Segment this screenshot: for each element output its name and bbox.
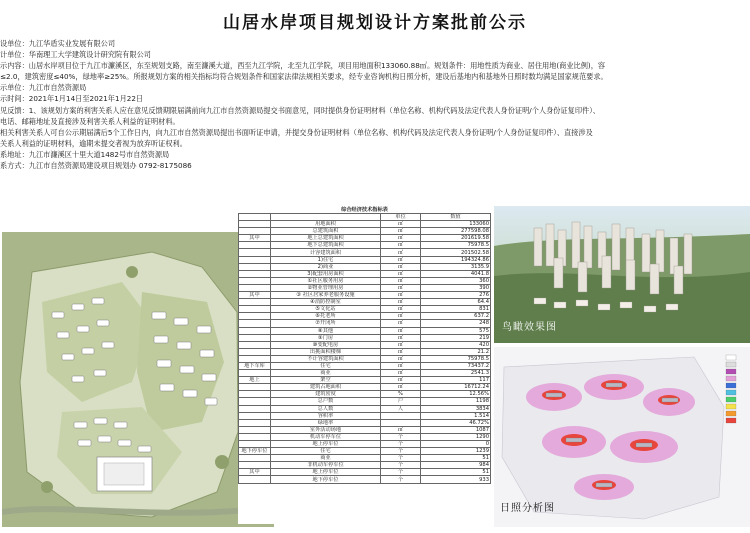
table-row	[239, 270, 491, 277]
unit-cell: ㎡	[381, 256, 421, 263]
info-line: 设单位：九江华盾实业发展有限公司	[0, 39, 116, 48]
unit-cell: 个	[381, 448, 421, 455]
table-row	[239, 433, 491, 440]
row-group-cell	[239, 306, 271, 313]
row-label-cell: 地下停车位	[271, 476, 381, 483]
unit-cell: 人	[381, 405, 421, 412]
table-row	[239, 221, 491, 228]
row-group-cell	[239, 320, 271, 327]
info-line: 计单位：华南理工大学建筑设计研究院有限公司	[0, 50, 151, 60]
site-plan-image	[2, 232, 274, 527]
value-cell: 75978.5	[421, 355, 491, 362]
unit-cell: ㎡	[381, 334, 421, 341]
row-group-cell	[239, 462, 271, 469]
header-cell: 单位	[381, 214, 421, 221]
table-body	[239, 221, 491, 483]
row-label-cell: 地上停车位	[271, 469, 381, 476]
unit-cell: 个	[381, 441, 421, 448]
value-cell: 1239	[421, 448, 491, 455]
info-line: 相关利害关系人可自公示期届满后5个工作日内，向九江市自然资源局提出书面听证申请，并提交身份证明材料（单位名称、机构代码及法定代表人身份证明/个人身份证复印件）、直接涉及	[0, 127, 593, 137]
table-row	[239, 327, 491, 334]
row-group-cell	[239, 384, 271, 391]
row-label-cell: ③ 社区居家养老服务设施	[271, 292, 381, 299]
row-group-cell	[239, 370, 271, 377]
row-label-cell: 商业	[271, 370, 381, 377]
value-cell: 276	[421, 292, 491, 299]
table-row	[239, 228, 491, 235]
row-label-cell: 出挑面积楼梯	[271, 348, 381, 355]
row-group-cell	[239, 228, 271, 235]
row-group-cell	[239, 348, 271, 355]
unit-cell	[381, 412, 421, 419]
row-group-cell	[239, 263, 271, 270]
row-label-cell: 绿地率	[271, 419, 381, 426]
table-row	[239, 355, 491, 362]
info-line: ≤2.0，建筑密度≤40%，绿地率≥25%。所报规划方案的相关指标均符合规划条件和国家法律法规相关要求，经专业咨询机构日照分析，建设后基地内和基地外日照时数均满足国家规范要求。	[0, 72, 608, 82]
row-group-cell	[239, 405, 271, 412]
info-line: 示时间：2021年1月14日至2021年1月22日	[0, 94, 144, 104]
row-label-cell: 地下总建筑面积	[271, 242, 381, 249]
row-label-cell: 总建筑面积	[271, 228, 381, 235]
row-group-cell	[239, 270, 271, 277]
unit-cell: ㎡	[381, 284, 421, 291]
value-cell: 73437.2	[421, 362, 491, 369]
row-label-cell: 总人数	[271, 405, 381, 412]
table-row	[239, 377, 491, 384]
row-label-cell: 地上总建筑面积	[271, 235, 381, 242]
value-cell: 51	[421, 455, 491, 462]
value-cell: 133060	[421, 221, 491, 228]
value-cell: 575	[421, 327, 491, 334]
table-row	[239, 263, 491, 270]
row-label-cell: ⑧其他	[271, 327, 381, 334]
row-label-cell: 室外活动场地	[271, 426, 381, 433]
row-group-cell	[239, 242, 271, 249]
info-line: 见反馈：1、该规划方案的利害关系人应在意见反馈期限届满前向九江市自然资源局提交书面意见，同时提供身份证明材料（单位名称、机构代码及法定代表人身份证明/个人身份证复印件）、	[0, 105, 600, 115]
row-label-cell: ④消防控制室	[271, 299, 381, 306]
value-cell: 420	[421, 341, 491, 348]
sunlight-label: 日照分析图	[500, 503, 555, 514]
site-plan-drawing	[2, 232, 274, 527]
row-label-cell: 地上停车位	[271, 441, 381, 448]
value-cell: 277598.08	[421, 228, 491, 235]
row-label-cell: 商业	[271, 455, 381, 462]
table-row	[239, 249, 491, 256]
unit-cell: ㎡	[381, 362, 421, 369]
row-label-cell: 1)住宅	[271, 256, 381, 263]
value-cell: 360	[421, 277, 491, 284]
value-cell: 1198	[421, 398, 491, 405]
sunlight-analysis-image	[494, 347, 750, 527]
unit-cell: ㎡	[381, 235, 421, 242]
table-row	[239, 292, 491, 299]
table-row	[239, 384, 491, 391]
table-row	[239, 299, 491, 306]
table-row	[239, 334, 491, 341]
table-header-row	[239, 214, 491, 221]
table-row	[239, 235, 491, 242]
value-cell: 637.2	[421, 313, 491, 320]
value-cell: 984	[421, 462, 491, 469]
unit-cell: ㎡	[381, 426, 421, 433]
unit-cell: 个	[381, 433, 421, 440]
unit-cell: %	[381, 391, 421, 398]
info-line: 系地址：九江市濂溪区十里大道1482号市自然资源局	[0, 149, 170, 159]
unit-cell: ㎡	[381, 263, 421, 270]
unit-cell: 个	[381, 469, 421, 476]
value-cell: 0	[421, 441, 491, 448]
unit-cell: ㎡	[381, 270, 421, 277]
value-cell: 3135.9	[421, 263, 491, 270]
row-label-cell: 住宅	[271, 362, 381, 369]
aerial-label: 鸟瞰效果图	[502, 322, 557, 333]
table-row	[239, 426, 491, 433]
unit-cell	[381, 419, 421, 426]
unit-cell: ㎡	[381, 377, 421, 384]
unit-cell: ㎡	[381, 221, 421, 228]
row-group-cell	[239, 433, 271, 440]
value-cell: 201502.58	[421, 249, 491, 256]
unit-cell: ㎡	[381, 370, 421, 377]
row-label-cell: ⑨门房	[271, 334, 381, 341]
table-row	[239, 469, 491, 476]
value-cell: 4041.8	[421, 270, 491, 277]
row-group-cell	[239, 299, 271, 306]
unit-cell: ㎡	[381, 327, 421, 334]
info-line: 示内容：山居水岸项目位于九江市濂溪区，东至规划支路，南至濂溪大道，西至九江学院，北至九江学院，项目用地面积133060.88㎡。规划条件：用地性质为商业、居住用地(商业比例)，容	[0, 61, 606, 71]
notice-text	[0, 38, 750, 171]
value-cell: 248	[421, 320, 491, 327]
table-row	[239, 320, 491, 327]
table-row	[239, 405, 491, 412]
table-row	[239, 313, 491, 320]
table-row	[239, 362, 491, 369]
table-row	[239, 306, 491, 313]
unit-cell: ㎡	[381, 292, 421, 299]
table-row	[239, 284, 491, 291]
row-label-cell: 容积率	[271, 412, 381, 419]
table-row	[239, 476, 491, 483]
row-label-cell: ⑤文化站	[271, 306, 381, 313]
page-title: 山居水岸项目规划设计方案批前公示	[223, 13, 527, 33]
table-row	[239, 277, 491, 284]
row-group-cell: 其中	[239, 469, 271, 476]
unit-cell: ㎡	[381, 306, 421, 313]
unit-cell: ㎡	[381, 249, 421, 256]
row-group-cell: 地下车库	[239, 362, 271, 369]
value-cell: 933	[421, 476, 491, 483]
row-label-cell: 住宅	[271, 448, 381, 455]
value-cell: 390	[421, 284, 491, 291]
header-cell: 数值	[421, 214, 491, 221]
row-group-cell	[239, 476, 271, 483]
row-group-cell	[239, 419, 271, 426]
unit-cell: 个	[381, 476, 421, 483]
indicator-table	[238, 206, 491, 484]
unit-cell: ㎡	[381, 277, 421, 284]
unit-cell: 个	[381, 455, 421, 462]
unit-cell: ㎡	[381, 384, 421, 391]
row-group-cell	[239, 277, 271, 284]
unit-cell: ㎡	[381, 320, 421, 327]
row-group-cell	[239, 441, 271, 448]
table-row	[239, 256, 491, 263]
table-row	[239, 391, 491, 398]
value-cell: 64.4	[421, 299, 491, 306]
value-cell: 201619.58	[421, 235, 491, 242]
unit-cell: ㎡	[381, 299, 421, 306]
row-label-cell: ⑦开闭所	[271, 320, 381, 327]
row-group-cell	[239, 334, 271, 341]
unit-cell: ㎡	[381, 228, 421, 235]
row-label-cell: 架空	[271, 377, 381, 384]
unit-cell: ㎡	[381, 242, 421, 249]
value-cell: 21.2	[421, 348, 491, 355]
row-group-cell	[239, 391, 271, 398]
header-cell	[239, 214, 271, 221]
value-cell: 75978.5	[421, 242, 491, 249]
row-label-cell: 非机动车停车位	[271, 462, 381, 469]
value-cell: 16712.24	[421, 384, 491, 391]
row-label-cell: 用地面积	[271, 221, 381, 228]
row-label-cell: ②物业管理用房	[271, 284, 381, 291]
row-group-cell	[239, 455, 271, 462]
row-label-cell: 3)配套用房面积	[271, 270, 381, 277]
header-cell	[271, 214, 381, 221]
info-line: 关系人利益的证明材料，逾期未提交者视为放弃听证权利。	[0, 138, 187, 148]
value-cell: 831	[421, 306, 491, 313]
value-cell: 3834	[421, 405, 491, 412]
row-group-cell	[239, 398, 271, 405]
row-group-cell: 地下停车位	[239, 448, 271, 455]
table-row	[239, 462, 491, 469]
row-label-cell: ⑩变配电房	[271, 341, 381, 348]
row-label-cell: 总户数	[271, 398, 381, 405]
unit-cell: ㎡	[381, 313, 421, 320]
table-row	[239, 242, 491, 249]
row-group-cell	[239, 355, 271, 362]
table-row	[239, 455, 491, 462]
row-label-cell: ⑥托老所	[271, 313, 381, 320]
table-row	[239, 398, 491, 405]
row-group-cell	[239, 249, 271, 256]
table-row	[239, 412, 491, 419]
row-label-cell: 计容建筑面积	[271, 249, 381, 256]
row-group-cell	[239, 221, 271, 228]
table-row	[239, 441, 491, 448]
value-cell: 2541.3	[421, 370, 491, 377]
table-caption: 综合经济技术指标表	[341, 206, 388, 213]
table-row	[239, 370, 491, 377]
row-label-cell: ①社区服务用房	[271, 277, 381, 284]
aerial-rendering-image	[494, 206, 750, 343]
row-group-cell	[239, 412, 271, 419]
row-group-cell: 地上	[239, 377, 271, 384]
value-cell: 1.514	[421, 412, 491, 419]
row-group-cell: 其中	[239, 292, 271, 299]
row-group-cell	[239, 341, 271, 348]
info-line: 电话、邮箱地址及直接涉及利害关系人利益的证明材料。	[0, 116, 180, 126]
info-line: 示单位：九江市自然资源局	[0, 83, 87, 93]
value-cell: 46.72%	[421, 419, 491, 426]
tech-indicator-table	[238, 206, 490, 524]
row-group-cell	[239, 313, 271, 320]
value-cell: 51	[421, 469, 491, 476]
table-row	[239, 348, 491, 355]
table-row	[239, 341, 491, 348]
row-group-cell	[239, 284, 271, 291]
row-label-cell: 不计容建筑面积	[271, 355, 381, 362]
row-label-cell: 2)商业	[271, 263, 381, 270]
row-label-cell: 机动车停车位	[271, 433, 381, 440]
row-group-cell: 其中	[239, 235, 271, 242]
row-group-cell	[239, 426, 271, 433]
info-line: 系方式：九江市自然资源局建设项目规划办 0792-8175086	[0, 161, 192, 171]
unit-cell: 个	[381, 462, 421, 469]
unit-cell: ㎡	[381, 348, 421, 355]
row-group-cell	[239, 256, 271, 263]
value-cell: 219	[421, 334, 491, 341]
unit-cell: ㎡	[381, 341, 421, 348]
unit-cell: ㎡	[381, 355, 421, 362]
value-cell: 1087	[421, 426, 491, 433]
value-cell: 194324.86	[421, 256, 491, 263]
value-cell: 1290	[421, 433, 491, 440]
row-group-cell	[239, 327, 271, 334]
value-cell: 117	[421, 377, 491, 384]
row-label-cell: 建筑密度	[271, 391, 381, 398]
unit-cell: 户	[381, 398, 421, 405]
table-row	[239, 448, 491, 455]
row-label-cell: 建筑占地面积	[271, 384, 381, 391]
value-cell: 12.56%	[421, 391, 491, 398]
table-row	[239, 419, 491, 426]
